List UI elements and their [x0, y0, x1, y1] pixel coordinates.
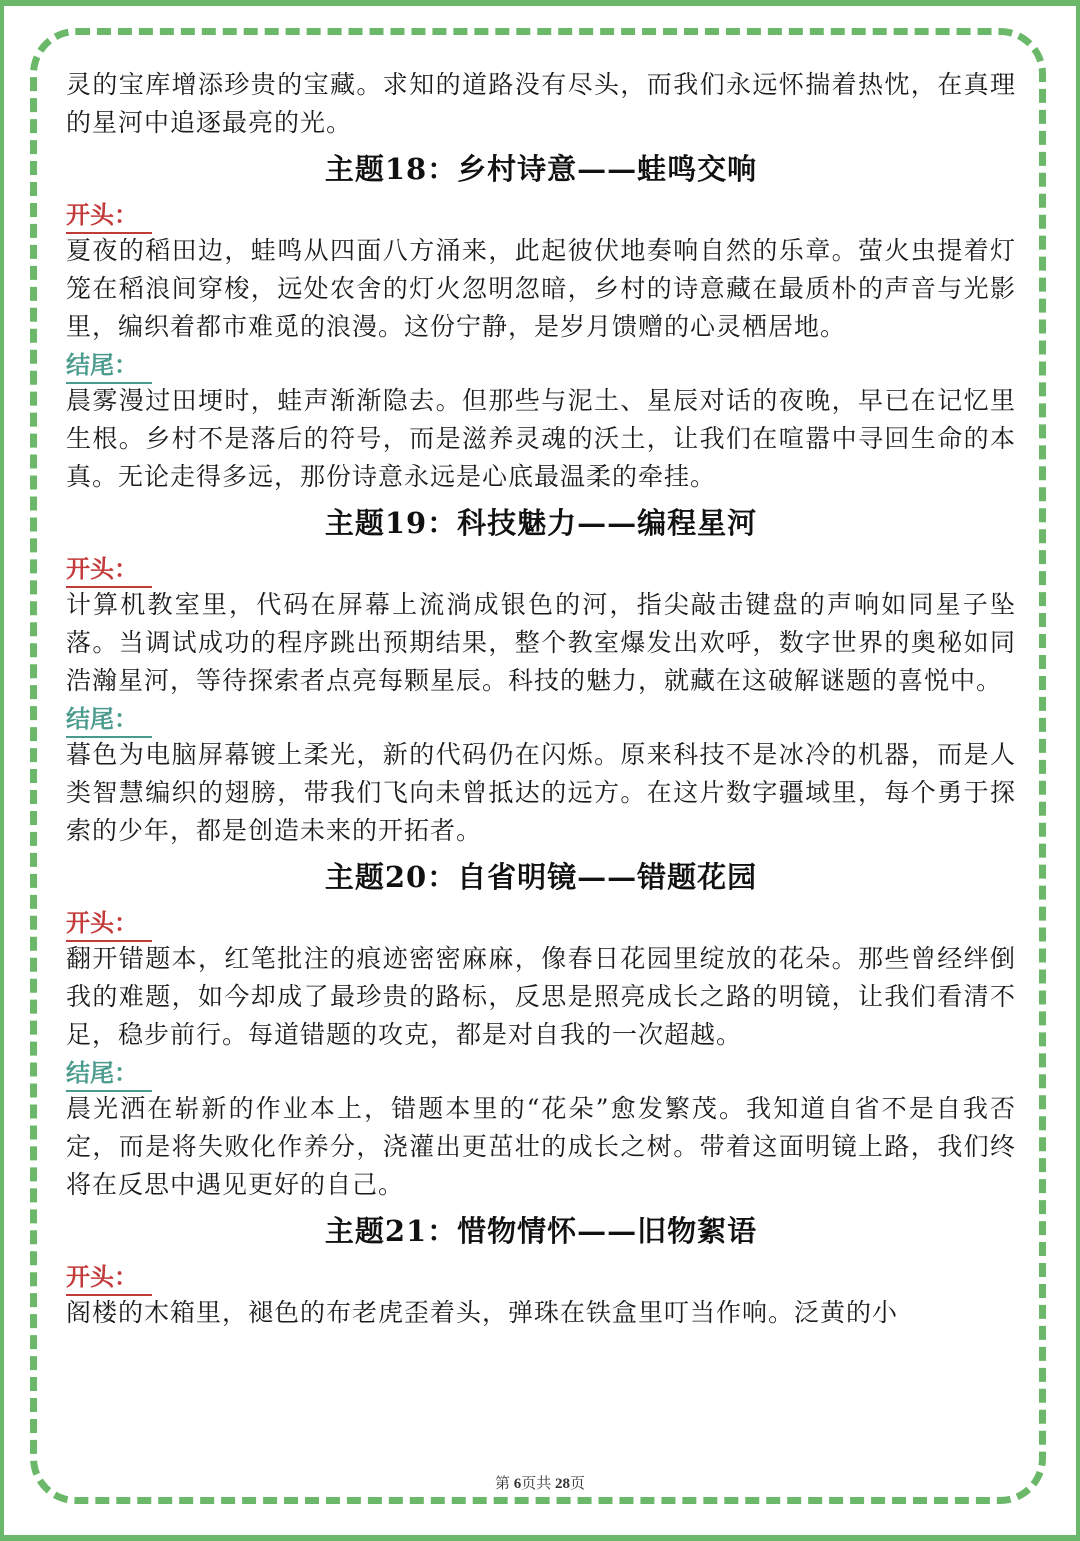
topic-title: 主题21：惜物情怀——旧物絮语 [324, 1214, 758, 1248]
intro-paragraph: 灵的宝库增添珍贵的宝藏。求知的道路没有尽头，而我们永远怀揣着热忱，在真理的星河中追逐最亮的光。 [66, 70, 1016, 137]
ending-label: 结尾： [66, 1056, 152, 1092]
opening-label: 开头： [66, 906, 152, 942]
topic-title: 主题20：自省明镜——错题花园 [324, 860, 758, 894]
ending-label: 结尾： [66, 702, 152, 738]
ending-paragraph: 晨光洒在崭新的作业本上，错题本里的“花朵”愈发繁茂。我知道自省不是自我否定，而是将失败化作养分，浇灌出更茁壮的成长之树。带着这面明镜上路，我们终将在反思中遇见更好的自己。 [66, 1094, 1016, 1199]
opening-paragraph: 夏夜的稻田边，蛙鸣从四面八方涌来，此起彼伏地奏响自然的乐章。萤火虫提着灯笼在稻浪间穿梭，远处农舍的灯火忽明忽暗，乡村的诗意藏在最质朴的声音与光影里，编织着都市难觅的浪漫。这份宁静，是岁月馈赠的心灵栖居地。 [66, 236, 1016, 341]
ending-paragraph: 晨雾漫过田埂时，蛙声渐渐隐去。但那些与泥土、星辰对话的夜晚，早已在记忆里生根。乡村不是落后的符号，而是滋养灵魂的沃土，让我们在喧嚣中寻回生命的本真。无论走得多远，那份诗意永远是心底最温柔的牵挂。 [66, 386, 1016, 491]
topic-title: 主题18：乡村诗意——蛙鸣交响 [324, 152, 758, 186]
topic-title: 主题19：科技魅力——编程星河 [324, 506, 758, 540]
page-middle: 页共 [521, 1476, 555, 1492]
ending-paragraph: 暮色为电脑屏幕镀上柔光，新的代码仍在闪烁。原来科技不是冰冷的机器，而是人类智慧编织的翅膀，带我们飞向未曾抵达的远方。在这片数字疆域里，每个勇于探索的少年，都是创造未来的开拓者。 [66, 740, 1016, 845]
opening-label: 开头： [66, 1260, 152, 1296]
opening-paragraph: 翻开错题本，红笔批注的痕迹密密麻麻，像春日花园里绽放的花朵。那些曾经绊倒我的难题，如今却成了最珍贵的路标，反思是照亮成长之路的明镜，让我们看清不足，稳步前行。每道错题的攻克，都是对自我的一次超越。 [66, 944, 1016, 1049]
opening-label: 开头： [66, 552, 152, 588]
opening-paragraph: 计算机教室里，代码在屏幕上流淌成银色的河，指尖敲击键盘的声响如同星子坠落。当调试成功的程序跳出预期结果，整个教室爆发出欢呼，数字世界的奥秘如同浩瀚星河，等待探索者点亮每颗星辰。科技的魅力，就藏在这破解谜题的喜悦中。 [66, 590, 1016, 695]
page-prefix: 第 [494, 1476, 514, 1492]
document-body [66, 66, 1016, 1332]
opening-label: 开头： [66, 198, 152, 234]
current-page: 6 [513, 1476, 522, 1492]
total-pages: 28 [555, 1476, 570, 1492]
page-number [0, 1472, 1080, 1493]
ending-label: 结尾： [66, 348, 152, 384]
page-suffix: 页 [570, 1476, 586, 1492]
opening-paragraph: 阁楼的木箱里，褪色的布老虎歪着头，弹珠在铁盒里叮当作响。泛黄的小 [66, 1298, 899, 1327]
